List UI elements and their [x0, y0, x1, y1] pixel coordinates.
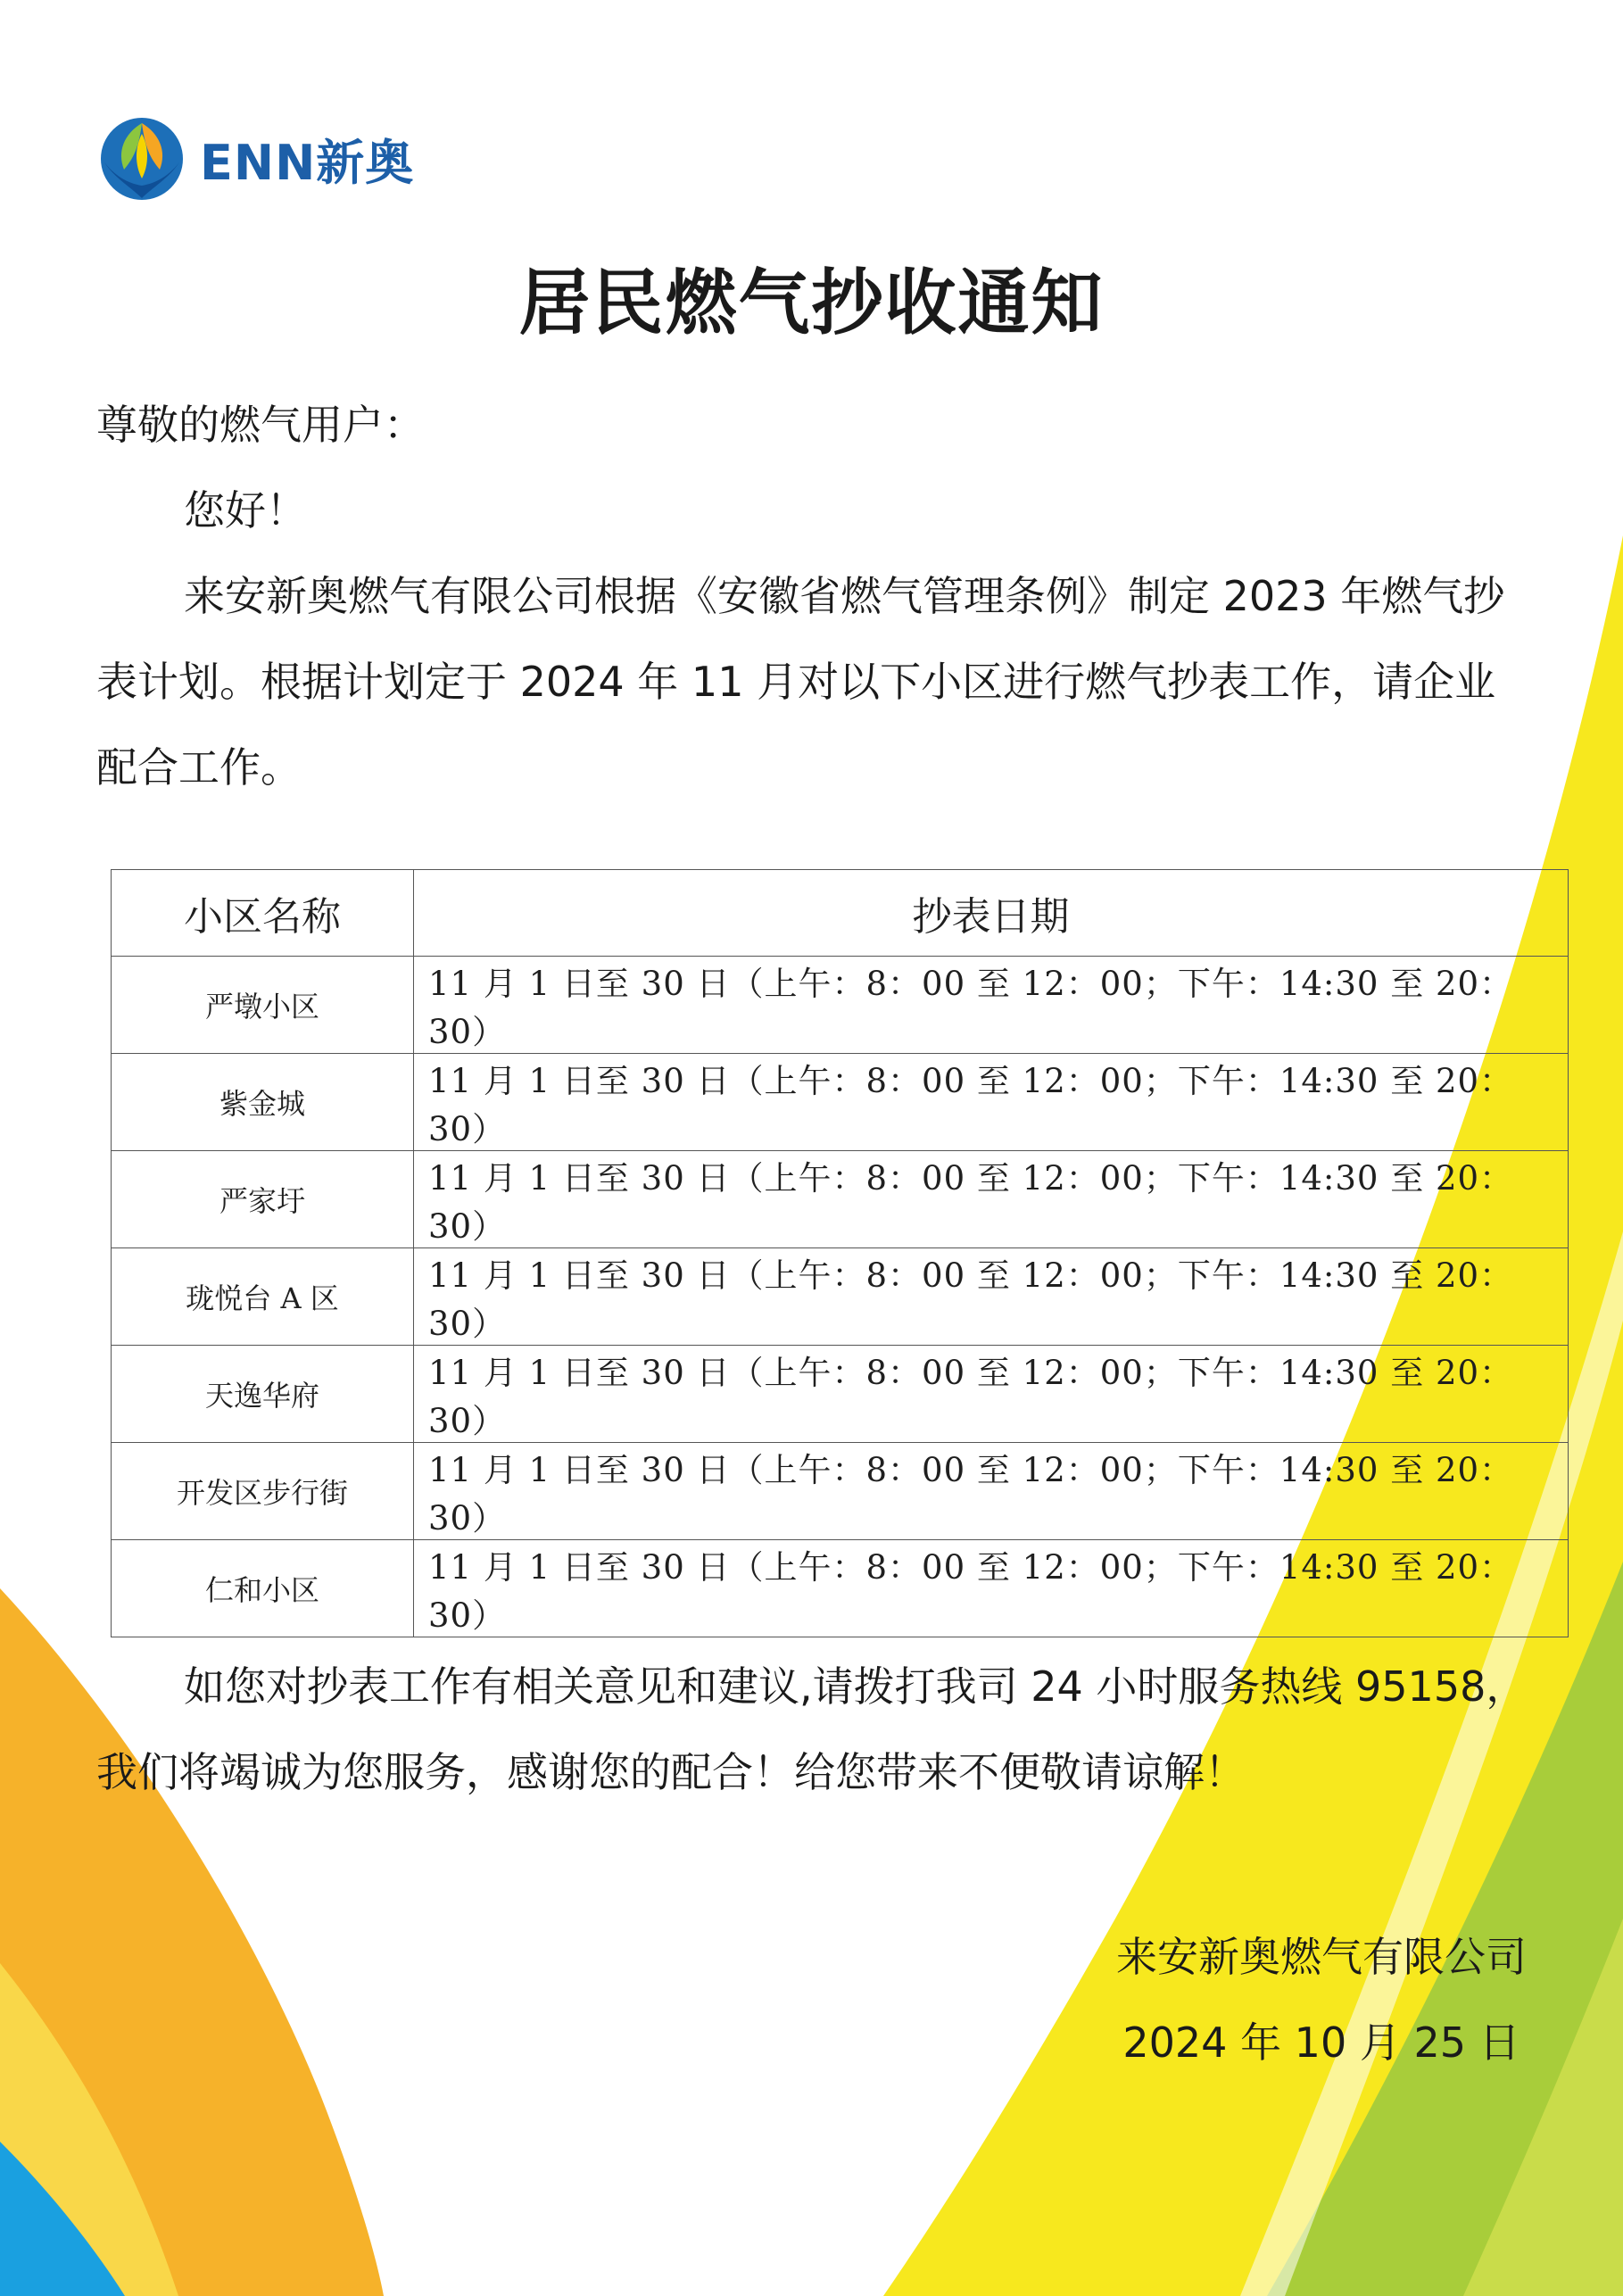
signature-company: 来安新奥燃气有限公司: [1116, 1933, 1527, 1981]
column-header-date: 抄表日期: [414, 870, 1569, 957]
schedule-table: [111, 869, 1569, 1637]
notice-body-paragraph-2: 如您对抄表工作有相关意见和建议,请拨打我司 24 小时服务热线 95158，我们将竭诚为您服务，感谢您的配合！给您带来不便敬请谅解！: [96, 1662, 1528, 1796]
signature-block: [1116, 1914, 1527, 2085]
notice-title: 居民燃气抄收通知: [518, 261, 1105, 344]
community-name: 天逸华府: [112, 1346, 414, 1443]
table-row: [112, 1248, 1569, 1346]
notice-body-paragraph-1: 来安新奥燃气有限公司根据《安徽省燃气管理条例》制定 2023 年燃气抄表计划。根据计划定于 2024 年 11 月对以下小区进行燃气抄表工作，请企业配合工作。: [96, 572, 1505, 792]
community-name: 开发区步行街: [112, 1443, 414, 1540]
table-row: [112, 1346, 1569, 1443]
table-row: [112, 1443, 1569, 1540]
reading-date: 11 月 1 日至 30 日（上午：8：00 至 12：00；下午：14:30 至 20：30）: [414, 1248, 1569, 1346]
table-row: [112, 1540, 1569, 1637]
table-row: [112, 957, 1569, 1054]
table-header-row: [112, 870, 1569, 957]
table-row: [112, 1054, 1569, 1151]
community-name: 紫金城: [112, 1054, 414, 1151]
reading-date: 11 月 1 日至 30 日（上午：8：00 至 12：00；下午：14:30 至 20：30）: [414, 957, 1569, 1054]
brand-logo: [96, 116, 414, 202]
reading-date: 11 月 1 日至 30 日（上午：8：00 至 12：00；下午：14:30 至 20：30）: [414, 1151, 1569, 1248]
brand-name: ENN新奥: [200, 134, 415, 191]
table-row: [112, 1151, 1569, 1248]
reading-date: 11 月 1 日至 30 日（上午：8：00 至 12：00；下午：14:30 至 20：30）: [414, 1054, 1569, 1151]
signature-date: 2024 年 10 月 25 日: [1122, 2018, 1520, 2067]
enn-leaf-icon: [96, 116, 187, 202]
reading-date: 11 月 1 日至 30 日（上午：8：00 至 12：00；下午：14:30 至 20：30）: [414, 1540, 1569, 1637]
greeting: 您好！: [184, 486, 307, 535]
community-name: 严墩小区: [112, 957, 414, 1054]
reading-date: 11 月 1 日至 30 日（上午：8：00 至 12：00；下午：14:30 至 20：30）: [414, 1443, 1569, 1540]
reading-date: 11 月 1 日至 30 日（上午：8：00 至 12：00；下午：14:30 至 20：30）: [414, 1346, 1569, 1443]
community-name: 严家圩: [112, 1151, 414, 1248]
community-name: 仁和小区: [112, 1540, 414, 1637]
community-name: 珑悦台 A 区: [112, 1248, 414, 1346]
salutation: 尊敬的燃气用户：: [96, 401, 425, 449]
column-header-community: 小区名称: [112, 870, 414, 957]
